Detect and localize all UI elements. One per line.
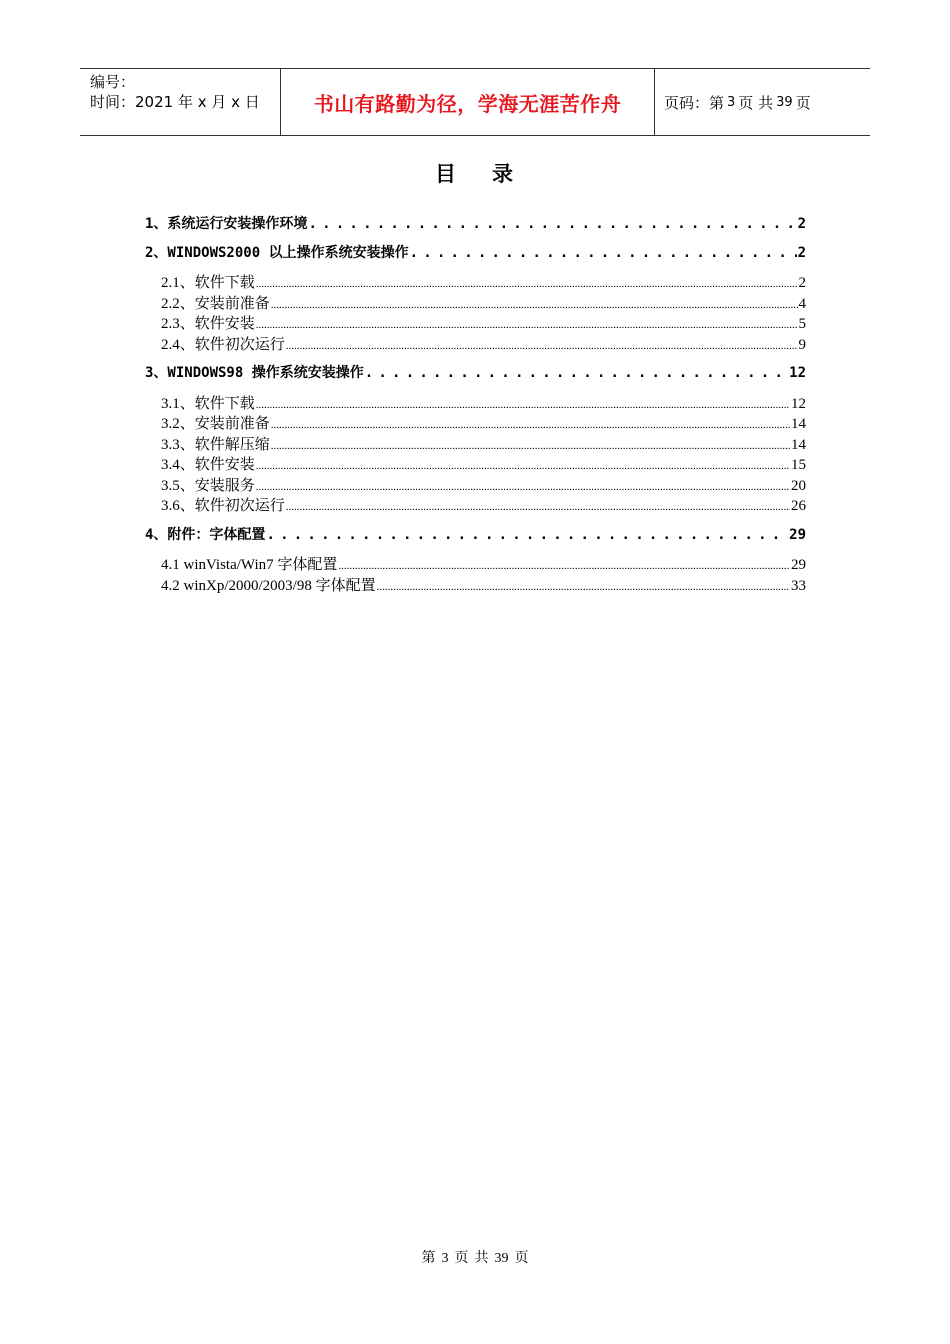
toc-dot-leader <box>271 437 790 454</box>
toc-entry-page: 20 <box>791 478 806 494</box>
toc-entry-page: 29 <box>789 527 806 543</box>
toc-section-entry[interactable] <box>145 242 806 262</box>
toc-entry-title: 1、系统运行安装操作环境 <box>145 216 308 232</box>
toc-entry-page: 12 <box>789 365 806 381</box>
toc-subsection-entry[interactable] <box>161 553 806 574</box>
toc-dot-leader <box>266 527 788 543</box>
toc-dot-leader <box>308 216 796 232</box>
toc-subsection-entry[interactable] <box>161 292 806 313</box>
serial-label: 编号： <box>90 73 136 91</box>
toc-section-entry[interactable] <box>145 362 806 382</box>
toc-entry-title: 4.2 winXp/2000/2003/98 字体配置 <box>161 578 376 594</box>
toc-dot-leader <box>286 337 798 354</box>
footer-page-total: 39 <box>494 1251 509 1266</box>
header-page-total: 39 <box>776 94 793 110</box>
toc-section-entry[interactable] <box>145 213 806 233</box>
toc-dot-leader <box>377 578 790 595</box>
footer-mid1: 页 <box>454 1251 469 1266</box>
header-motto: 书山有路勤为径，学海无涯苦作舟 <box>313 91 622 116</box>
toc-dot-leader <box>410 245 797 261</box>
toc-subsection-entry[interactable] <box>161 574 806 595</box>
toc-entry-page: 9 <box>798 337 806 353</box>
toc-subsection-entry[interactable] <box>161 474 806 495</box>
toc-entry-page: 5 <box>798 316 806 332</box>
header-info-cell <box>80 69 281 135</box>
header-page-prefix: 页码：第 <box>664 93 725 112</box>
toc-entry-title: 2、WINDOWS2000 以上操作系统安装操作 <box>145 245 409 261</box>
toc-subsection-entry[interactable] <box>161 312 806 333</box>
toc-entry-page: 33 <box>791 578 806 594</box>
toc-entry-page: 15 <box>791 457 806 473</box>
toc-entry-page: 26 <box>791 498 806 514</box>
toc-dot-leader <box>256 396 790 413</box>
toc-entry-title: 3、WINDOWS98 操作系统安装操作 <box>145 365 364 381</box>
toc-entry-title: 4.1 winVista/Win7 字体配置 <box>161 557 338 573</box>
footer-suffix: 页 <box>514 1251 529 1266</box>
toc-entry-page: 4 <box>798 296 806 312</box>
footer-mid2: 共 <box>474 1251 489 1266</box>
toc-section-entry[interactable] <box>145 524 806 544</box>
toc-entry-page: 14 <box>791 437 806 453</box>
toc-dot-leader <box>256 457 790 474</box>
toc-entry-title: 4、附件：字体配置 <box>145 527 266 543</box>
toc-entry-title: 3.3、软件解压缩 <box>161 437 270 453</box>
toc-dot-leader <box>256 275 798 292</box>
header-page-cell <box>655 69 870 135</box>
toc-title-part2: 录 <box>492 162 515 186</box>
toc-dot-leader <box>286 498 790 515</box>
page-header <box>80 68 870 136</box>
toc-dot-leader <box>338 557 790 574</box>
toc-entry-title: 3.1、软件下载 <box>161 396 255 412</box>
toc-entry-title: 2.2、安装前准备 <box>161 296 270 312</box>
footer-page-number: 3 <box>441 1251 449 1266</box>
page-footer <box>0 1247 950 1267</box>
toc-dot-leader <box>256 478 790 495</box>
toc-entry-page: 2 <box>798 275 806 291</box>
toc-subsection-entry[interactable] <box>161 333 806 354</box>
toc-dot-leader <box>256 316 798 333</box>
header-motto-cell <box>281 69 655 135</box>
toc-subsection-entry[interactable] <box>161 433 806 454</box>
toc-subsection-entry[interactable] <box>161 271 806 292</box>
toc-title <box>0 158 950 188</box>
header-page-mid: 页 共 <box>738 93 774 112</box>
toc-entry-page: 2 <box>797 216 806 232</box>
footer-prefix: 第 <box>421 1251 436 1266</box>
toc-subsection-entry[interactable] <box>161 494 806 515</box>
toc-entry-title: 2.1、软件下载 <box>161 275 255 291</box>
toc-entry-page: 12 <box>791 396 806 412</box>
header-page-number: 3 <box>727 94 736 110</box>
toc-title-part1: 目 <box>435 162 458 186</box>
toc-entry-title: 3.2、安装前准备 <box>161 416 270 432</box>
toc-entry-title: 2.4、软件初次运行 <box>161 337 285 353</box>
toc-entry-title: 3.6、软件初次运行 <box>161 498 285 514</box>
toc-entry-title: 3.4、软件安装 <box>161 457 255 473</box>
toc-subsection-entry[interactable] <box>161 392 806 413</box>
toc-entry-title: 2.3、软件安装 <box>161 316 255 332</box>
toc-entry-page: 29 <box>791 557 806 573</box>
toc-subsection-entry[interactable] <box>161 453 806 474</box>
toc-dot-leader <box>365 365 788 381</box>
toc-entry-page: 2 <box>797 245 806 261</box>
date-label: 时间：2021 年 x 月 x 日 <box>90 93 260 111</box>
toc-entry-title: 3.5、安装服务 <box>161 478 255 494</box>
toc-dot-leader <box>271 296 798 313</box>
header-page-suffix: 页 <box>795 93 811 112</box>
toc-subsection-entry[interactable] <box>161 412 806 433</box>
toc-dot-leader <box>271 416 790 433</box>
toc-entry-page: 14 <box>791 416 806 432</box>
